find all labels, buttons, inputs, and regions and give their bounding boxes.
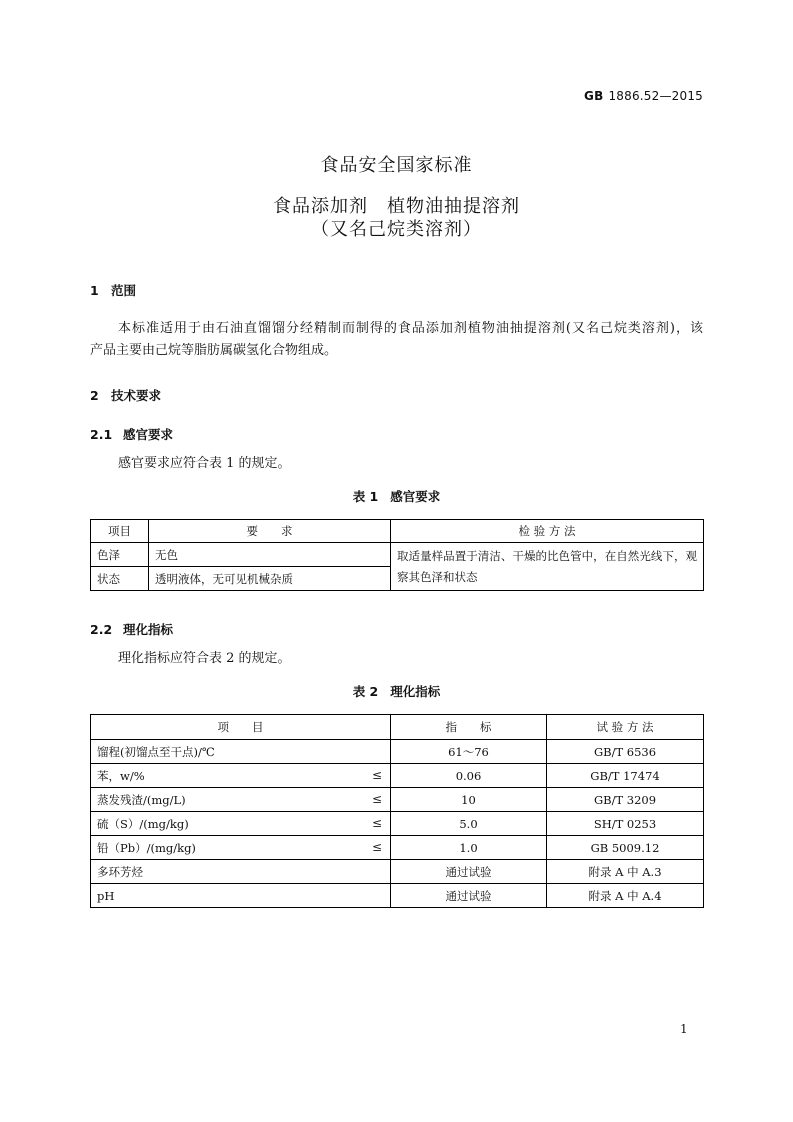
- value-cell: 10: [391, 788, 547, 812]
- item-label: 多环芳烃: [97, 864, 143, 879]
- table-row: [91, 543, 704, 567]
- document-title: 食品安全国家标准: [320, 155, 473, 176]
- section-number: 2.1: [90, 427, 113, 442]
- table-row: [91, 740, 704, 764]
- method-cell: GB/T 17474: [547, 764, 704, 788]
- section-1-paragraph: [90, 318, 703, 362]
- table-row: [91, 812, 704, 836]
- item-cell: [91, 788, 391, 812]
- item-cell: [91, 860, 391, 884]
- item-label: pH: [97, 888, 115, 903]
- item-cell: [91, 740, 391, 764]
- item-label: 蒸发残渣/(mg/L): [97, 792, 186, 807]
- section-number: 1: [90, 283, 99, 298]
- table-row: [91, 884, 704, 908]
- limit-sign: ≤: [371, 839, 382, 854]
- section-title: 范围: [111, 283, 137, 298]
- item-cell: [91, 812, 391, 836]
- item-cell: 色泽: [91, 543, 149, 567]
- section-2-1-heading: [90, 425, 173, 443]
- section-1-heading: [90, 281, 136, 299]
- section-2-2-paragraph: 理化指标应符合表 2 的规定。: [118, 651, 291, 666]
- table-title: 理化指标: [390, 684, 441, 699]
- value-cell: 1.0: [391, 836, 547, 860]
- method-cell: 附录 A 中 A.4: [547, 884, 704, 908]
- document-subtitle: 食品添加剂 植物油抽提溶剂: [273, 196, 520, 217]
- section-number: 2.2: [90, 622, 113, 637]
- page-number: 1: [680, 1022, 688, 1036]
- column-header: 要 求: [149, 520, 391, 543]
- section-2-2-heading: [90, 620, 173, 638]
- requirement-cell: 无色: [149, 543, 391, 567]
- paragraph-line: 产品主要由己烷等脂肪属碳氢化合物组成。: [90, 343, 338, 358]
- table-header-row: [91, 520, 704, 543]
- method-cell: GB/T 3209: [547, 788, 704, 812]
- table-row: [91, 836, 704, 860]
- value-cell: 通过试验: [391, 860, 547, 884]
- method-cell: 附录 A 中 A.3: [547, 860, 704, 884]
- section-title: 感官要求: [123, 427, 174, 442]
- value-cell: 0.06: [391, 764, 547, 788]
- method-cell: GB/T 6536: [547, 740, 704, 764]
- column-header: 试 验 方 法: [547, 715, 704, 740]
- item-cell: [91, 764, 391, 788]
- standard-code: [584, 89, 703, 103]
- column-header: 项目: [91, 520, 149, 543]
- method-cell: SH/T 0253: [547, 812, 704, 836]
- limit-sign: ≤: [371, 815, 382, 830]
- method-cell: GB 5009.12: [547, 836, 704, 860]
- value-cell: 61～76: [391, 740, 547, 764]
- paragraph-line: 本标准适用于由石油直馏馏分经精制而制得的食品添加剂植物油抽提溶剂(又名己烷类溶剂)，该: [118, 321, 703, 336]
- table-header-row: [91, 715, 704, 740]
- item-label: 馏程(初馏点至干点)/℃: [97, 744, 215, 759]
- table-1-caption: [0, 487, 793, 505]
- column-header: 指 标: [391, 715, 547, 740]
- column-header: 检 验 方 法: [391, 520, 704, 543]
- column-header: 项 目: [91, 715, 391, 740]
- standard-code-prefix: GB: [584, 89, 604, 103]
- requirement-cell: 透明液体，无可见机械杂质: [149, 567, 391, 591]
- value-cell: 5.0: [391, 812, 547, 836]
- table-row: [91, 788, 704, 812]
- limit-sign: ≤: [371, 791, 382, 806]
- item-cell: [91, 884, 391, 908]
- item-label: 硫（S）/(mg/kg): [97, 816, 189, 831]
- item-cell: [91, 836, 391, 860]
- section-2-heading: [90, 386, 161, 404]
- sensory-requirements-table: [90, 519, 704, 591]
- table-title: 感官要求: [390, 489, 441, 504]
- table-number: 表 1: [352, 489, 379, 504]
- limit-sign: ≤: [371, 767, 382, 782]
- item-label: 铅（Pb）/(mg/kg): [97, 840, 196, 855]
- table-2-caption: [0, 682, 793, 700]
- table-number: 表 2: [352, 684, 379, 699]
- section-number: 2: [90, 388, 99, 403]
- table-row: [91, 764, 704, 788]
- item-label: 苯，w/%: [97, 768, 145, 783]
- method-cell: 取适量样品置于清洁、干燥的比色管中，在自然光线下，观察其色泽和状态: [391, 543, 704, 591]
- physicochemical-indicators-table: [90, 714, 704, 908]
- section-title: 理化指标: [123, 622, 174, 637]
- table-row: [91, 860, 704, 884]
- document-subtitle-alias: （又名己烷类溶剂）: [311, 219, 482, 240]
- value-cell: 通过试验: [391, 884, 547, 908]
- item-cell: 状态: [91, 567, 149, 591]
- section-2-1-paragraph: 感官要求应符合表 1 的规定。: [118, 456, 291, 471]
- standard-code-number: 1886.52—2015: [608, 89, 703, 103]
- section-title: 技术要求: [111, 388, 162, 403]
